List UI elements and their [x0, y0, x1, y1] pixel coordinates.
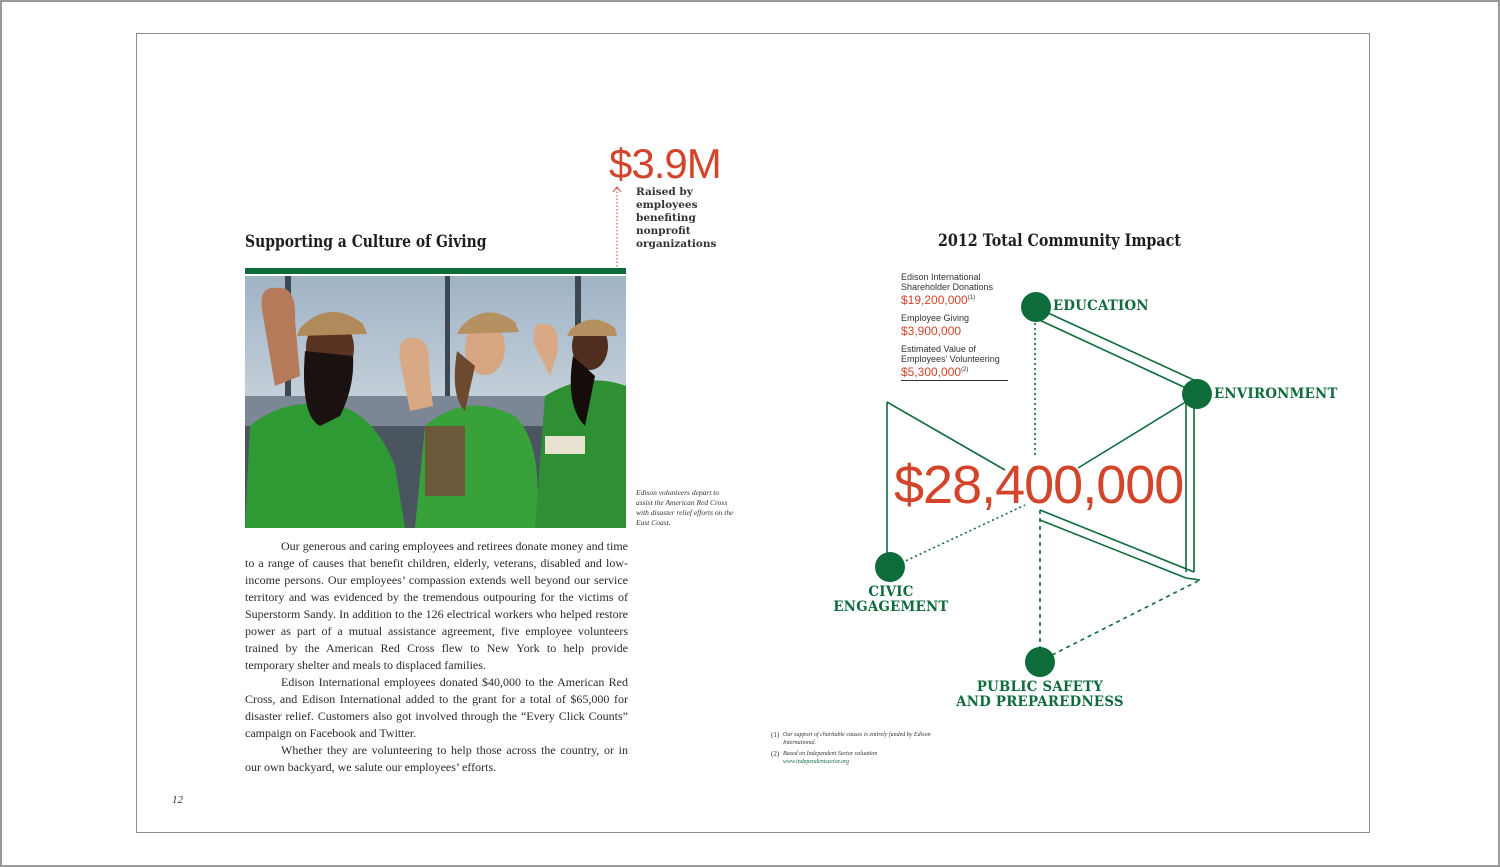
footnote: [771, 750, 931, 766]
stat-arrow-icon: [610, 186, 624, 268]
volunteers-photo: [245, 276, 626, 528]
title-rule: [245, 268, 626, 274]
footnote: [771, 731, 931, 747]
footnote-link[interactable]: www.independentsector.org: [783, 759, 849, 765]
public-safety-label: PUBLIC SAFETY AND PREPAREDNESS: [956, 679, 1124, 710]
civic-engagement-label: CIVIC ENGAGEMENT: [833, 584, 949, 615]
impact-title: 2012 Total Community Impact: [938, 231, 1181, 251]
footnote-marker: (2): [961, 367, 969, 373]
legend-label: Edison International Shareholder Donations: [901, 272, 994, 292]
footnotes: [771, 731, 931, 769]
legend-value: $5,300,000$^{(2)}$: [901, 365, 969, 379]
raised-caption: Raised by employees benefiting nonprofit organizations: [636, 186, 717, 250]
paragraph: Edison International employees donated $40,000 to the American Red Cross, and Edison International added to the grant for a total of $65,000 for disaster relief. Customers also got involved through the “Every Click Counts” campaign on Facebook and Twitter.: [245, 675, 628, 740]
footnote-marker: (1): [771, 731, 780, 739]
photo-caption: Edison volunteers depart to assist the American Red Cross with disaster relief efforts on the East Coast.: [636, 488, 734, 527]
education-node: [1021, 292, 1051, 322]
legend-value: $3,900,000: [901, 324, 962, 338]
legend-label: Estimated Value of Employees’ Volunteering: [901, 344, 1000, 364]
footnote-text: Based on Independent Sector valuation: [783, 751, 878, 757]
body-text: [245, 538, 628, 776]
safety-node: [1025, 647, 1055, 677]
environment-label: ENVIRONMENT: [1214, 386, 1338, 402]
legend-label: Employee Giving: [901, 313, 970, 323]
environment-node: [1182, 379, 1212, 409]
paragraph: Our generous and caring employees and retirees donate money and time to a range of causes that benefit children, elderly, veterans, disabled and low-income persons. Our employees’ compassion extends well beyond our service territory and was evidenced by the tremendous outpouring for the victims of Superstorm Sandy. In addition to the 126 electrical workers who helped restore power as part of a mutual assistance agreement, five employee volunteers trained by the American Red Cross flew to New York to help provide temporary shelter and meals to displaced families.: [245, 539, 628, 672]
civic-node: [875, 552, 905, 582]
footnote-text: Our support of charitable causes is entirely funded by Edison International.: [783, 732, 931, 746]
legend-value: $19,200,000$^{(1)}$: [901, 293, 976, 307]
page-number: 12: [172, 794, 183, 806]
section-title: Supporting a Culture of Giving: [245, 232, 487, 252]
footnote-marker: (2): [771, 750, 780, 758]
raised-amount: $3.9M: [609, 140, 721, 187]
education-label: EDUCATION: [1053, 298, 1149, 314]
paragraph: Whether they are volunteering to help those across the country, or in our own backyard, we salute our employees’ efforts.: [245, 743, 628, 774]
total-impact: $28,400,000: [894, 455, 1184, 515]
footnote-marker: (1): [967, 295, 976, 301]
